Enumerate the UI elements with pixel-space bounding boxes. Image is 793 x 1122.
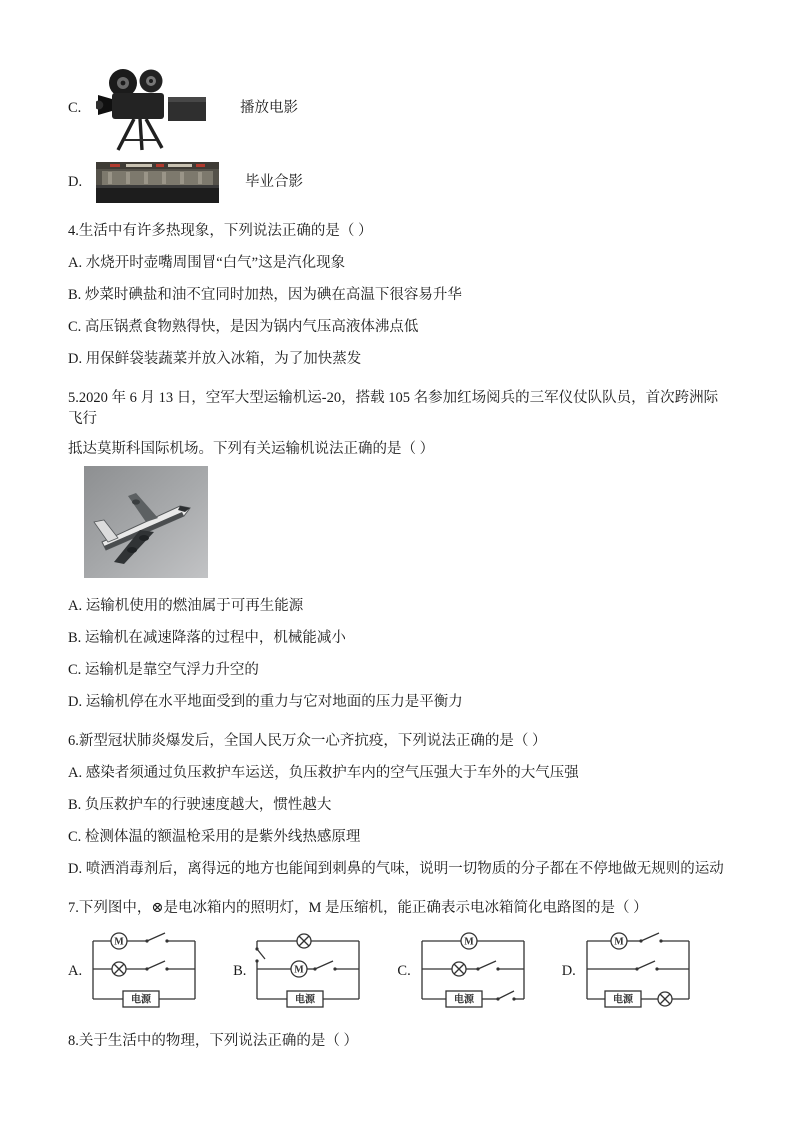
circuit-diagram-b (249, 929, 367, 1013)
option-row-d (68, 162, 727, 203)
question-6-stem: 6.新型冠状肺炎爆发后，全国人民万众一心齐抗疫，下列说法正确的是（ ） (68, 733, 547, 750)
circuit-option-c (397, 929, 531, 1013)
q5-option-b: B. 运输机在减速降落的过程中，机械能减小 (68, 630, 346, 647)
circuit-a-label: A. (68, 962, 83, 979)
circuit-diagram-d (579, 929, 697, 1013)
svg-text:M: M (463, 936, 474, 948)
svg-text:M: M (614, 936, 624, 948)
switch-symbol (147, 933, 165, 941)
svg-text:电源: 电源 (612, 994, 633, 1006)
q4-option-d: D. 用保鲜袋装蔬菜并放入冰箱，为了加快蒸发 (68, 351, 362, 368)
group-photo-image (96, 162, 219, 203)
switch-symbol (637, 961, 655, 969)
transport-aircraft-image (84, 466, 208, 578)
svg-text:电源: 电源 (453, 994, 474, 1006)
circuit-option-b (233, 929, 367, 1013)
q5-option-d: D. 运输机停在水平地面受到的重力与它对地面的压力是平衡力 (68, 694, 463, 711)
circuit-d-label: D. (561, 962, 576, 979)
question-5-stem (68, 388, 727, 460)
option-row-c (68, 66, 727, 152)
circuit-option-a (68, 929, 203, 1013)
circuit-options-row (68, 929, 727, 1013)
question-7-stem: 7.下列图中，⊗是电冰箱内的照明灯，M 是压缩机，能正确表示电冰箱简化电路图的是（ ） (68, 900, 648, 917)
q6-option-c: C. 检测体温的额温枪采用的是紫外线热感原理 (68, 829, 361, 846)
circuit-c-label: C. (397, 962, 411, 979)
q4-option-c: C. 高压锅煮食物熟得快，是因为锅内气压高液体沸点低 (68, 319, 419, 336)
switch-symbol (641, 933, 659, 941)
option-c-label: C. (68, 100, 82, 117)
question-5-stem-line2: 抵达莫斯科国际机场。下列有关运输机说法正确的是（ ） (68, 441, 435, 458)
q4-option-a: A. 水烧开时壶嘴周围冒“白气”这是汽化现象 (68, 255, 346, 272)
q4-option-b: B. 炒菜时碘盐和油不宜同时加热，因为碘在高温下很容易升华 (68, 287, 462, 304)
q5-option-c: C. 运输机是靠空气浮力升空的 (68, 662, 259, 679)
q6-option-b: B. 负压救护车的行驶速度越大，惯性越大 (68, 797, 332, 814)
circuit-b-label: B. (233, 962, 247, 979)
switch-symbol (478, 961, 496, 969)
question-4-stem: 4.生活中有许多热现象，下列说法正确的是（ ） (68, 223, 373, 239)
svg-text:M: M (114, 936, 124, 948)
circuit-diagram-a (85, 929, 203, 1013)
q5-option-a: A. 运输机使用的燃油属于可再生能源 (68, 598, 304, 615)
film-projector-image (96, 66, 214, 152)
question-5-stem-line1: 5.2020 年 6 月 13 日，空军大型运输机运-20，搭载 105 名参加红场阅兵的三军仪仗队队员，首次跨洲际飞行 (68, 390, 719, 428)
svg-text:M: M (294, 964, 305, 976)
switch-symbol (498, 991, 514, 999)
circuit-option-d (562, 929, 697, 1013)
switch-symbol (147, 961, 165, 969)
switch-symbol (315, 961, 333, 969)
q6-option-a: A. 感染者须通过负压救护车运送，负压救护车内的空气压强大于车外的大气压强 (68, 765, 579, 782)
svg-text:电源: 电源 (295, 994, 316, 1006)
option-d-label: D. (68, 173, 83, 190)
svg-text:电源: 电源 (131, 994, 152, 1006)
circuit-diagram-c (414, 929, 532, 1013)
option-c-caption: 播放电影 (240, 100, 298, 117)
switch-symbol (257, 949, 265, 959)
q6-option-d: D. 喷洒消毒剂后，离得远的地方也能闻到刺鼻的气味，说明一切物质的分子都在不停地做无规则的运动 (68, 861, 724, 878)
option-d-caption: 毕业合影 (245, 173, 303, 190)
question-8-stem: 8.关于生活中的物理，下列说法正确的是（ ） (68, 1033, 358, 1050)
